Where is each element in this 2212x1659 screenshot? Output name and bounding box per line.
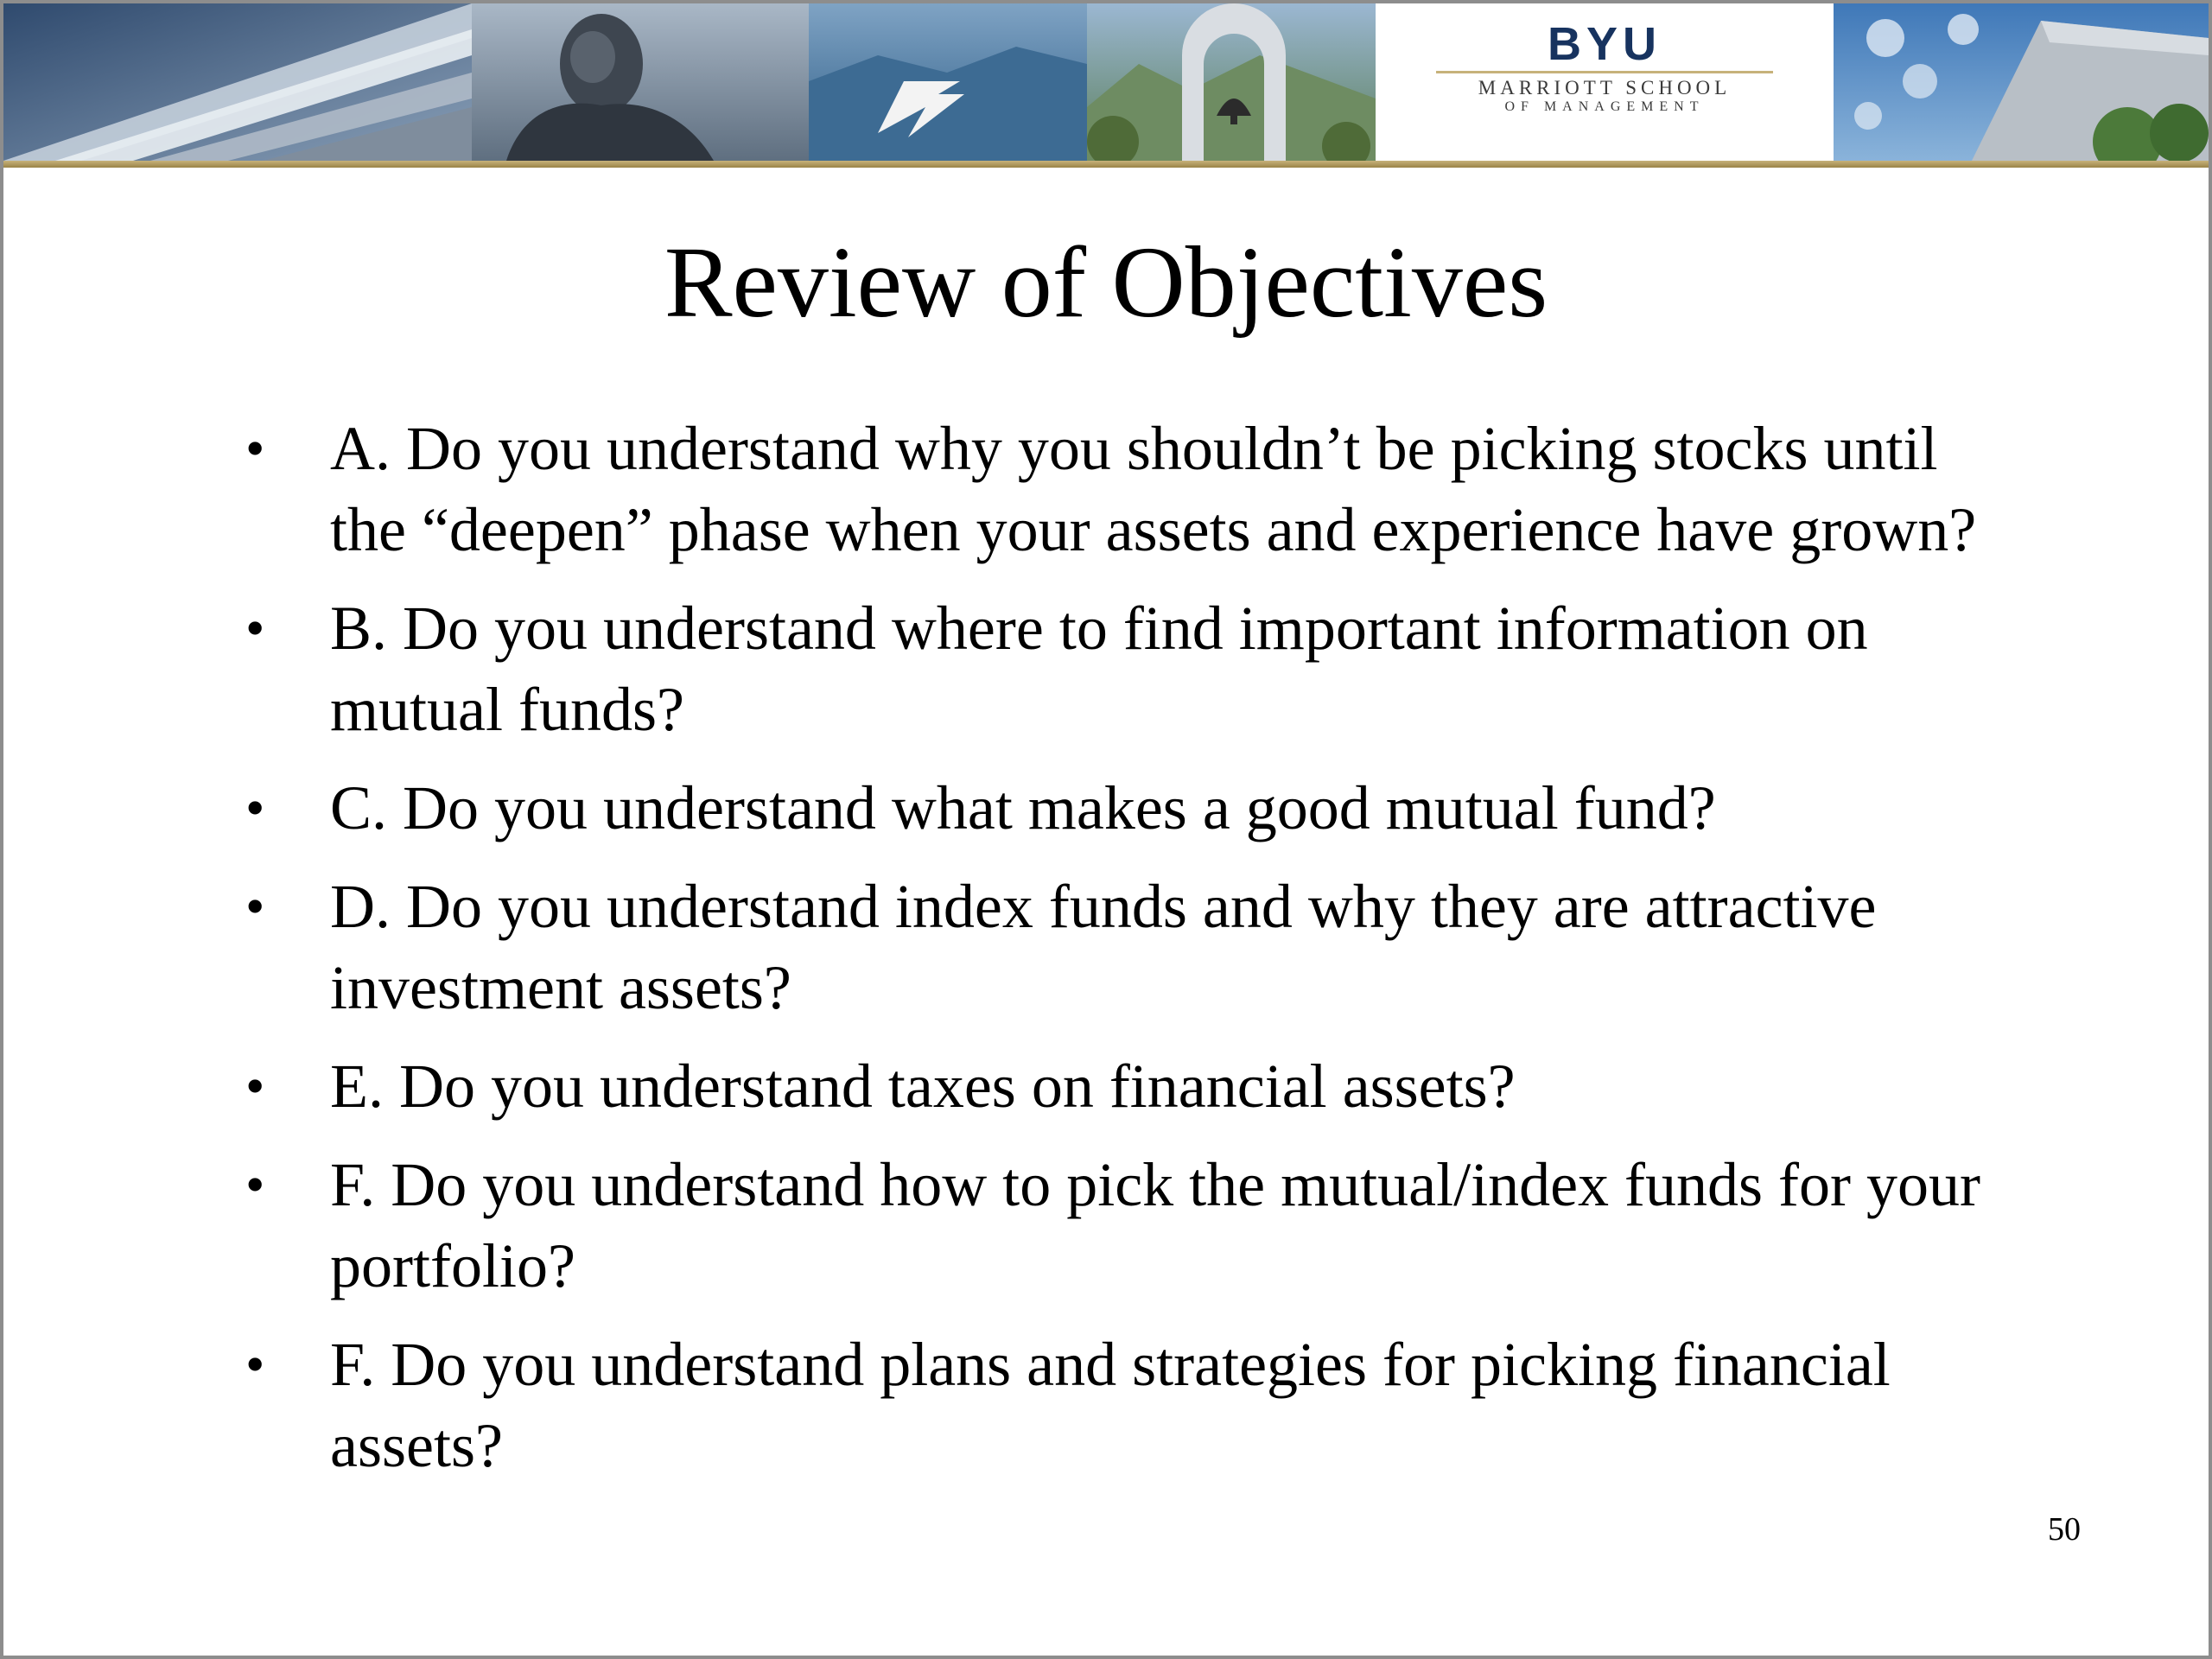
logo-wordmark: BYU: [1547, 18, 1662, 70]
objective-text: A. Do you understand why you shouldn’t be picking stocks until the “deepen” phase when your assets and experience have grown?: [330, 414, 1977, 564]
bullet-icon: •: [245, 1333, 265, 1395]
logo-school-subtitle: OF MANAGEMENT: [1504, 99, 1705, 114]
banner-photo-y-mountain: [809, 3, 1087, 161]
bullet-icon: •: [245, 1055, 265, 1116]
byu-marriott-logo: [1376, 3, 1834, 161]
bullet-icon: •: [245, 1154, 265, 1215]
objective-item: [238, 1144, 1984, 1306]
banner-photo-statue: [472, 3, 809, 161]
objective-text: F. Do you understand plans and strategies for picking financial assets?: [330, 1330, 1891, 1480]
page-number: 50: [2048, 1511, 2081, 1548]
objective-item: [238, 408, 1984, 570]
logo-school-name: MARRIOTT SCHOOL: [1478, 77, 1732, 99]
objective-item: [238, 588, 1984, 750]
bullet-icon: •: [245, 417, 265, 479]
logo-rule: [1436, 71, 1773, 73]
objective-text: B. Do you understand where to find important information on mutual funds?: [330, 594, 1868, 744]
objective-text: E. Do you understand taxes on financial assets?: [330, 1052, 1516, 1121]
banner-photo-architecture: [3, 3, 472, 161]
header-banner: [3, 3, 2209, 161]
objectives-list: [238, 408, 1984, 1503]
objective-item: [238, 866, 1984, 1028]
slide-title: Review of Objectives: [664, 226, 1548, 339]
banner-photo-building: [1834, 3, 2209, 161]
banner-photo-bell-tower: [1087, 3, 1376, 161]
bullet-icon: •: [245, 597, 265, 658]
objective-text: C. Do you understand what makes a good mutual fund?: [330, 773, 1716, 842]
objective-text: D. Do you understand index funds and why they are attractive investment assets?: [330, 872, 1877, 1022]
bullet-icon: •: [245, 777, 265, 838]
objective-item: [238, 1046, 1984, 1127]
objective-item: [238, 767, 1984, 849]
bullet-icon: •: [245, 875, 265, 937]
objective-text: F. Do you understand how to pick the mutual/index funds for your portfolio?: [330, 1150, 1980, 1300]
objective-item: [238, 1324, 1984, 1486]
banner-divider: [3, 161, 2209, 168]
